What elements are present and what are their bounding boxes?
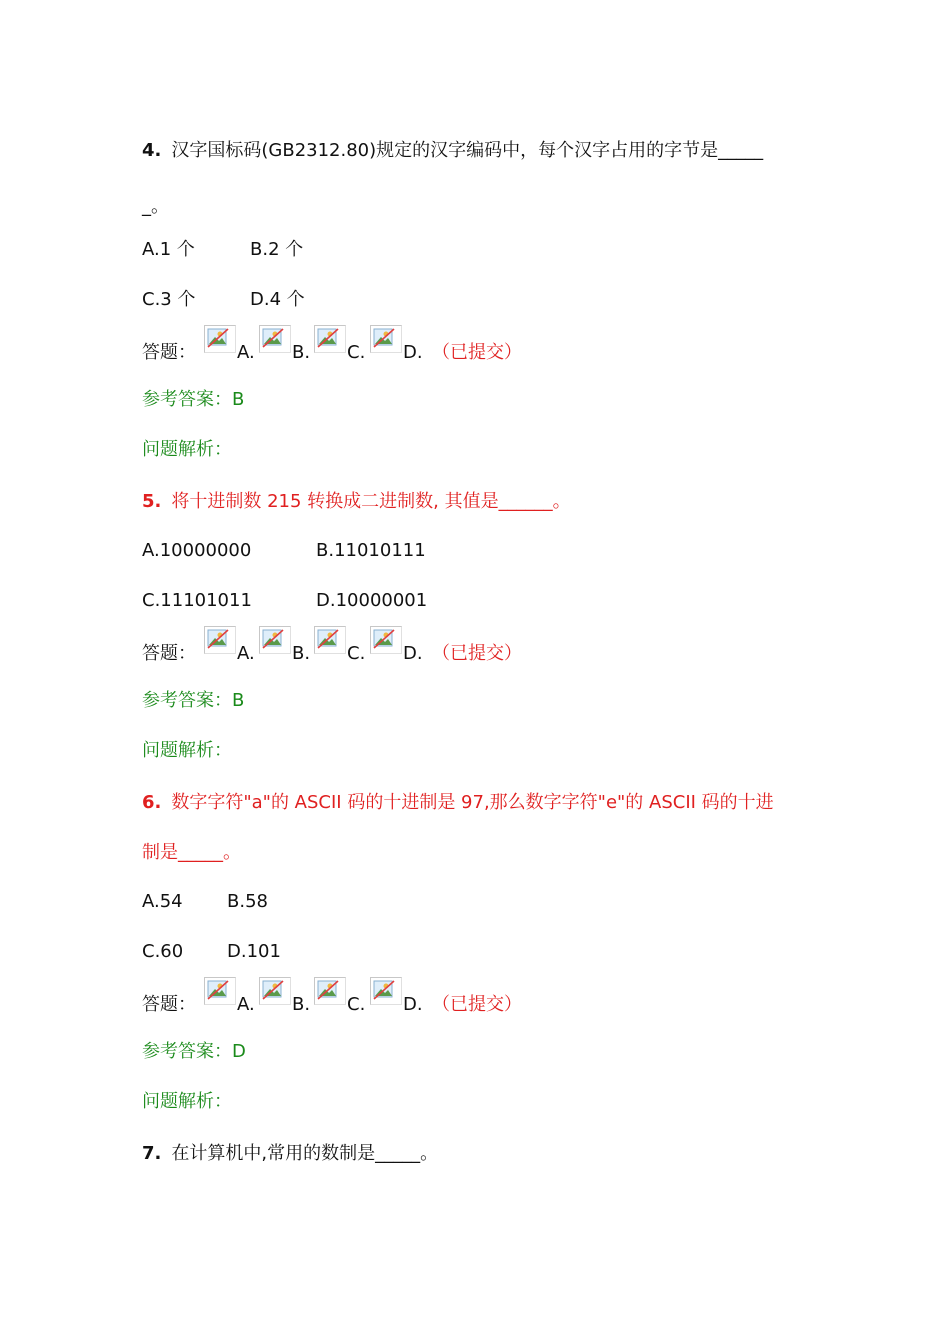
question-text: 汉字国标码(GB2312.80)规定的汉字编码中，每个汉字占用的字节是_____ — [171, 140, 764, 161]
option-a: A.54 — [142, 891, 183, 912]
broken-image-icon[interactable] — [314, 977, 346, 1005]
option-b: B.2 个 — [250, 239, 304, 260]
answer-analysis: 问题解析： — [142, 439, 232, 460]
option-d: D.4 个 — [250, 289, 305, 310]
answer-label: 答题： — [142, 643, 196, 664]
choice-a[interactable]: A. — [237, 994, 255, 1015]
reference-answer: 参考答案：B — [142, 690, 245, 711]
broken-image-icon[interactable] — [259, 977, 291, 1005]
option-b: B.58 — [227, 891, 268, 912]
choice-c[interactable]: C. — [347, 994, 366, 1015]
answer-label: 答题： — [142, 994, 196, 1015]
submitted-status: （已提交） — [432, 994, 522, 1015]
answer-analysis: 问题解析： — [142, 740, 232, 761]
broken-image-icon[interactable] — [370, 325, 402, 353]
answer-row — [142, 325, 562, 365]
broken-image-icon[interactable] — [204, 626, 236, 654]
question-number: 6. — [142, 792, 162, 813]
question-5-line-1 — [142, 490, 571, 514]
choice-c[interactable]: C. — [347, 643, 366, 664]
option-d: D.10000001 — [316, 590, 428, 611]
question-number: 7. — [142, 1143, 162, 1164]
choice-a[interactable]: A. — [237, 643, 255, 664]
broken-image-icon[interactable] — [259, 626, 291, 654]
submitted-status: （已提交） — [432, 643, 522, 664]
broken-image-icon[interactable] — [370, 626, 402, 654]
broken-image-icon[interactable] — [204, 977, 236, 1005]
answer-label: 答题： — [142, 342, 196, 363]
reference-answer: 参考答案：D — [142, 1041, 246, 1062]
question-4-line-2: _。 — [142, 196, 169, 217]
option-a: A.1 个 — [142, 239, 195, 260]
answer-analysis: 问题解析： — [142, 1091, 232, 1112]
question-text: 在计算机中,常用的数制是_____。 — [171, 1143, 439, 1164]
option-b: B.11010111 — [316, 540, 426, 561]
reference-answer: 参考答案：B — [142, 389, 245, 410]
option-c: C.11101011 — [142, 590, 252, 611]
broken-image-icon[interactable] — [259, 325, 291, 353]
choice-d[interactable]: D. — [403, 994, 423, 1015]
question-6-line-2: 制是_____。 — [142, 842, 241, 863]
option-c: C.60 — [142, 941, 184, 962]
option-c: C.3 个 — [142, 289, 196, 310]
answer-row — [142, 626, 562, 666]
broken-image-icon[interactable] — [370, 977, 402, 1005]
question-number: 5. — [142, 491, 162, 512]
choice-d[interactable]: D. — [403, 643, 423, 664]
broken-image-icon[interactable] — [204, 325, 236, 353]
choice-a[interactable]: A. — [237, 342, 255, 363]
answer-row — [142, 977, 562, 1017]
submitted-status: （已提交） — [432, 342, 522, 363]
question-6-line-1 — [142, 791, 774, 815]
choice-b[interactable]: B. — [292, 342, 311, 363]
question-number: 4. — [142, 140, 162, 161]
choice-c[interactable]: C. — [347, 342, 366, 363]
question-text: 数字字符"a"的 ASCII 码的十进制是 97,那么数字字符"e"的 ASCII 码的十进 — [171, 792, 774, 813]
question-7-line-1 — [142, 1142, 438, 1166]
question-4-line-1 — [142, 139, 763, 163]
choice-b[interactable]: B. — [292, 643, 311, 664]
option-d: D.101 — [227, 941, 281, 962]
broken-image-icon[interactable] — [314, 325, 346, 353]
question-text: 将十进制数 215 转换成二进制数, 其值是______。 — [171, 491, 571, 512]
choice-d[interactable]: D. — [403, 342, 423, 363]
broken-image-icon[interactable] — [314, 626, 346, 654]
choice-b[interactable]: B. — [292, 994, 311, 1015]
option-a: A.10000000 — [142, 540, 252, 561]
